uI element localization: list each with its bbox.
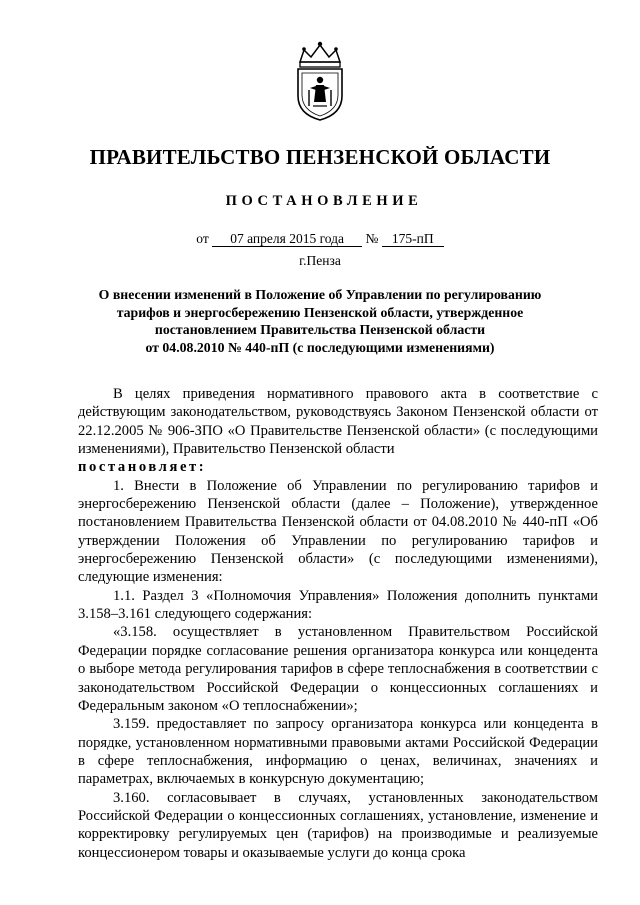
paragraph-1-1: 1.1. Раздел 3 «Полномочия Управления» Положения дополнить пунктами 3.158–3.161 следующего содержания:	[78, 587, 598, 623]
paragraph-1: 1. Внести в Положение об Управлении по регулированию тарифов и энергосбережению Пензенской области (далее – Положение), утвержденное постановлением Правительства Пензенской области от 04.08.2010 № 440-пП «Об утверждении Положения об Управлении по регулированию тарифов и энергосбережению Пензенской области» (с последующими изменениями), следующие изменения:	[78, 477, 598, 586]
number-label: №	[365, 231, 379, 246]
from-label: от	[196, 231, 209, 246]
paragraph-3-159: 3.159. предоставляет по запросу организатора конкурса или концедента в порядке, установленном нормативными правовыми актами Российской Федерации в сфере теплоснабжения, информацию о ценах, величинах, значениях и параметрах, включаемых в конкурсную документацию;	[78, 716, 598, 788]
document-subject	[80, 286, 560, 356]
subject-line: О внесении изменений в Положение об Управлении по регулированию	[98, 287, 542, 302]
subject-line: постановлением Правительства Пензенской области	[154, 322, 486, 338]
document-number: 175-пП	[382, 231, 444, 247]
preamble-paragraph: В целях приведения нормативного правового акта в соответствие с действующим законодательством, руководствуясь Законом Пензенской области от 22.12.2005 № 906-ЗПО «О Правительстве Пензенской области» (с последующими изменениями), Правительство Пензенской области	[78, 386, 598, 458]
document-body	[78, 385, 598, 862]
decides-word: постановляет:	[78, 459, 207, 476]
subject-line: от 04.08.2010 № 440-пП (с последующими изменениями)	[145, 339, 495, 355]
document-date: 07 апреля 2015 года	[212, 231, 362, 247]
paragraph-3-158: «3.158. осуществляет в установленном Правительством Российской Федерации порядке согласование решения организатора конкурса или концедента о выборе метода регулирования тарифов в сфере теплоснабжения в соответствии с законодательством Российской Федерации о концессионных соглашениях и Федеральным законом «О теплоснабжении»;	[78, 624, 598, 714]
paragraph-3-160: 3.160. согласовывает в случаях, установленных законодательством Российской Федерации о концессионных соглашениях, установление, изменение и корректировку регулируемых цен (тарифов) на производимые и реализуемые концессионером товары и оказываемые услуги до конца срока	[78, 789, 598, 861]
penza-region-coat-of-arms-icon	[291, 40, 349, 122]
date-number-line	[0, 231, 640, 247]
document-type: ПОСТАНОВЛЕНИЕ	[225, 193, 423, 209]
city: г.Пенза	[299, 253, 341, 268]
government-title: ПРАВИТЕЛЬСТВО ПЕНЗЕНСКОЙ ОБЛАСТИ	[89, 145, 551, 169]
subject-line: тарифов и энергосбережению Пензенской области, утвержденное	[116, 304, 524, 320]
